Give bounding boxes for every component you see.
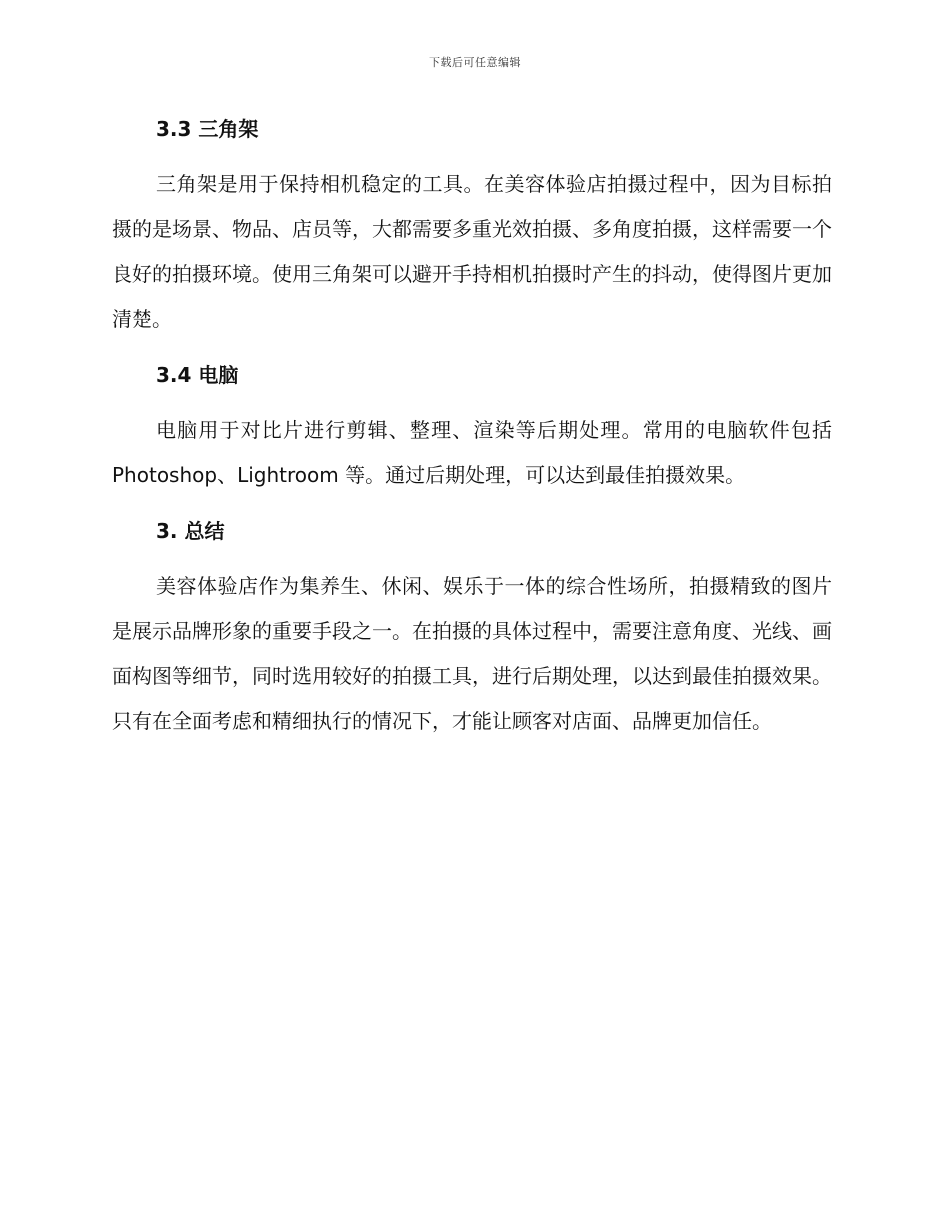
section-paragraph-computer: 电脑用于对比片进行剪辑、整理、渲染等后期处理。常用的电脑软件包括 Photoshop、Lightroom 等。通过后期处理，可以达到最佳拍摄效果。 [112,418,832,487]
document-body [112,108,832,744]
page-header: 下载后可任意编辑 [429,56,521,69]
section-heading-tripod: 3.3 三角架 [156,117,259,141]
section-heading-computer: 3.4 电脑 [156,363,239,387]
section-paragraph-tripod: 三角架是用于保持相机稳定的工具。在美容体验店拍摄过程中，因为目标拍摄的是场景、物品、店员等，大都需要多重光效拍摄、多角度拍摄，这样需要一个良好的拍摄环境。使用三角架可以避开手持相机拍摄时产生的抖动，使得图片更加清楚。 [112,172,832,331]
section-paragraph-summary: 美容体验店作为集养生、休闲、娱乐于一体的综合性场所，拍摄精致的图片是展示品牌形象的重要手段之一。在拍摄的具体过程中，需要注意角度、光线、画面构图等细节，同时选用较好的拍摄工具，进行后期处理，以达到最佳拍摄效果。只有在全面考虑和精细执行的情况下，才能让顾客对店面、品牌更加信任。 [112,574,832,733]
section-heading-summary: 3. 总结 [156,519,225,543]
